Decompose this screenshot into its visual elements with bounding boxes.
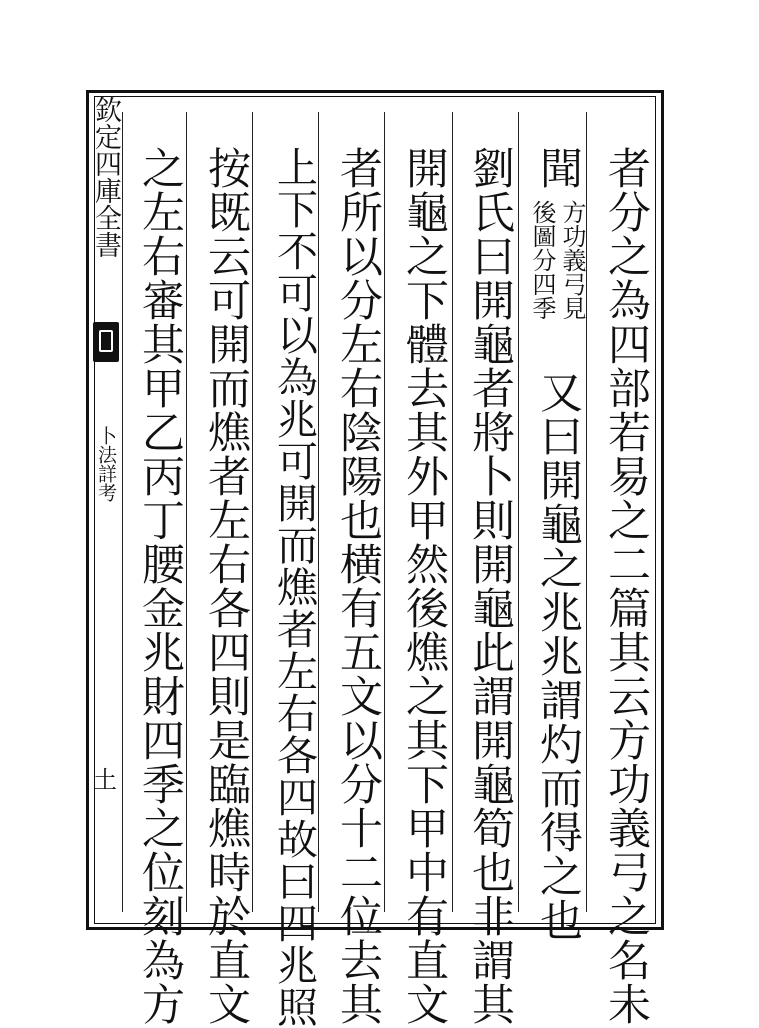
text-column-1: 者分之為四部若易之二篇其云方功義弓之名未	[601, 146, 651, 1026]
column-rule	[122, 112, 123, 912]
text-column-8: 之左右審其甲乙丙丁腰金兆財四季之位刻為方	[135, 146, 185, 1026]
column-rule	[452, 112, 453, 912]
fish-tail-mark-icon	[93, 322, 119, 362]
annotation-line-left: 後圖分四季	[528, 200, 556, 320]
text-column-5: 者所以分左右陰陽也横有五文以分十二位去其	[333, 146, 383, 1026]
text-column-4: 開龜之下體去其外甲然後燋之其下甲中有直文	[399, 146, 449, 1026]
book-title: 欽定四庫全書	[90, 96, 121, 258]
annotation-line-right: 方功義弓見	[558, 200, 586, 320]
text-column-7: 按既云可開而燋者左右各四則是臨燋時於直文	[201, 146, 251, 1026]
text-column-2-head: 聞	[533, 146, 583, 190]
page-number: 土	[93, 766, 117, 794]
section-title: 卜法詳考	[95, 426, 117, 502]
text-column-2-tail: 又曰開龜之兆兆謂灼而得之也	[533, 370, 583, 942]
text-column-6: 上下不可以為兆可開而燋者左右各四故曰四兆照	[270, 146, 318, 1028]
column-rule	[518, 112, 519, 912]
text-column-3: 劉氏曰開龜者將卜則開龜此謂開龜筍也非謂其	[465, 146, 515, 1026]
